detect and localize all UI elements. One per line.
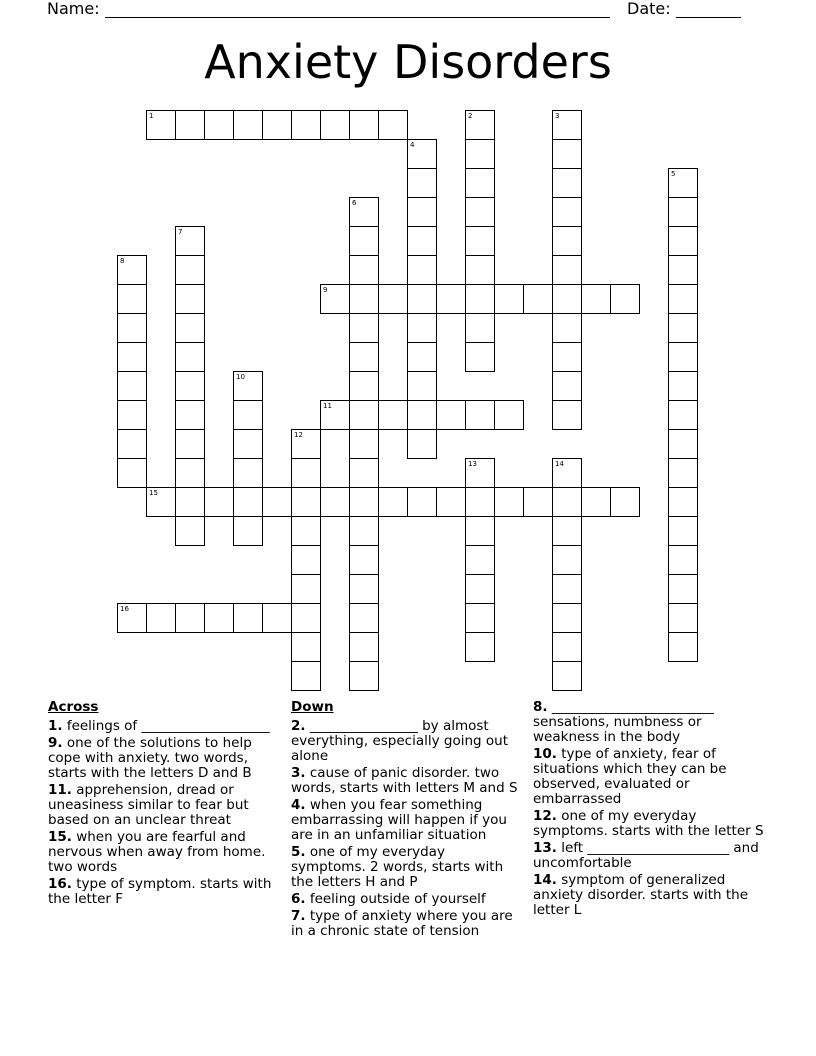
grid-cell[interactable] [349,545,379,575]
grid-cell[interactable] [552,603,582,633]
grid-cell[interactable] [407,168,437,198]
clue-text: ________________________ sensations, numbness or weakness in the body [533,699,714,745]
grid-cell[interactable] [117,400,147,430]
clue-number: 12 [294,431,303,439]
across-heading: Across [48,699,99,715]
grid-cell[interactable] [407,400,437,430]
grid-cell[interactable] [668,429,698,459]
grid-cell[interactable] [146,603,176,633]
grid-cell[interactable] [668,168,698,198]
grid-cell[interactable] [494,400,524,430]
clue-item [291,892,521,907]
clue-number: 15 [149,489,158,497]
clue-num: 12. [533,808,557,824]
grid-cell[interactable] [233,110,263,140]
grid-cell[interactable] [436,400,466,430]
grid-cell[interactable] [349,197,379,227]
grid-cell[interactable] [407,371,437,401]
grid-cell[interactable] [465,458,495,488]
clue-number: 1 [149,112,154,120]
clue-item [533,841,765,871]
page-title: Anxiety Disorders [204,35,612,89]
date-label: Date: [627,0,671,18]
clue-num: 14. [533,872,557,888]
grid-cell[interactable] [175,284,205,314]
grid-cell[interactable] [175,342,205,372]
grid-cell[interactable] [668,545,698,575]
clue-item [533,700,765,745]
grid-cell[interactable] [349,458,379,488]
grid-cell[interactable] [552,284,582,314]
grid-cell[interactable] [552,487,582,517]
grid-cell[interactable] [610,487,640,517]
grid-cell[interactable] [407,429,437,459]
grid-cell[interactable] [407,313,437,343]
clue-num: 3. [291,765,306,781]
grid-cell[interactable] [175,226,205,256]
clue-num: 16. [48,876,72,892]
grid-cell[interactable] [407,139,437,169]
grid-cell[interactable] [465,632,495,662]
clue-item [48,736,278,781]
grid-cell[interactable] [262,110,292,140]
clue-num: 4. [291,797,306,813]
clue-num: 2. [291,718,306,734]
clue-text: ________________ by almost everything, especially going out alone [291,718,508,764]
grid-cell[interactable] [552,110,582,140]
grid-cell[interactable] [349,429,379,459]
grid-cell[interactable] [581,487,611,517]
grid-cell[interactable] [175,603,205,633]
grid-cell[interactable] [668,371,698,401]
grid-cell[interactable] [552,226,582,256]
grid-cell[interactable] [668,603,698,633]
clue-text: one of the solutions to help cope with anxiety. two words, starts with the letters D and B [48,735,252,781]
grid-cell[interactable] [233,487,263,517]
grid-cell[interactable] [436,487,466,517]
grid-cell[interactable] [291,632,321,662]
grid-cell[interactable] [320,284,350,314]
grid-cell[interactable] [175,313,205,343]
clue-number: 7 [178,228,183,236]
grid-cell[interactable] [146,487,176,517]
clue-num: 9. [48,735,63,751]
clue-number: 8 [120,257,125,265]
grid-cell[interactable] [523,284,553,314]
grid-cell[interactable] [233,429,263,459]
grid-cell[interactable] [552,168,582,198]
grid-cell[interactable] [465,400,495,430]
clue-number: 16 [120,605,129,613]
grid-cell[interactable] [552,313,582,343]
grid-cell[interactable] [436,284,466,314]
grid-cell[interactable] [465,545,495,575]
grid-cell[interactable] [465,342,495,372]
grid-cell[interactable] [175,516,205,546]
clue-text: feelings of ___________________ [62,718,270,734]
grid-cell[interactable] [552,371,582,401]
grid-cell[interactable] [291,516,321,546]
clue-num: 11. [48,782,72,798]
grid-cell[interactable] [407,342,437,372]
grid-cell[interactable] [175,429,205,459]
grid-cell[interactable] [117,284,147,314]
clue-num: 7. [291,908,306,924]
grid-cell[interactable] [349,313,379,343]
grid-cell[interactable] [407,197,437,227]
grid-cell[interactable] [349,661,379,691]
grid-cell[interactable] [552,632,582,662]
grid-cell[interactable] [465,603,495,633]
grid-cell[interactable] [465,313,495,343]
grid-cell[interactable] [581,284,611,314]
grid-cell[interactable] [465,110,495,140]
grid-cell[interactable] [291,603,321,633]
clue-number: 2 [468,112,473,120]
clue-text: symptom of generalized anxiety disorder. starts with the letter L [533,872,748,918]
grid-cell[interactable] [349,574,379,604]
clue-num: 8. [533,699,548,715]
grid-cell[interactable] [233,603,263,633]
grid-cell[interactable] [552,661,582,691]
grid-cell[interactable] [117,429,147,459]
grid-cell[interactable] [378,487,408,517]
clue-number: 11 [323,402,332,410]
clue-number: 4 [410,141,415,149]
grid-cell[interactable] [291,429,321,459]
grid-cell[interactable] [117,603,147,633]
down-clues [291,700,521,941]
clue-item [48,719,278,734]
grid-cell[interactable] [204,110,234,140]
clue-item [533,873,765,918]
grid-cell[interactable] [668,458,698,488]
grid-cell[interactable] [349,487,379,517]
clue-item [291,845,521,890]
clue-text: one of my everyday symptoms. starts with the letter S [533,808,764,839]
grid-cell[interactable] [349,342,379,372]
clue-number: 9 [323,286,328,294]
clue-text: cause of panic disorder. two words, starts with letters M and S [291,765,518,796]
grid-cell[interactable] [349,110,379,140]
grid-cell[interactable] [291,661,321,691]
grid-cell[interactable] [204,487,234,517]
clue-number: 14 [555,460,564,468]
clue-text: type of anxiety, fear of situations which they can be observed, evaluated or embarrassed [533,746,727,807]
clue-text: type of symptom. starts with the letter F [48,876,272,907]
grid-cell[interactable] [552,139,582,169]
grid-cell[interactable] [523,487,553,517]
grid-cell[interactable] [349,371,379,401]
grid-cell[interactable] [291,545,321,575]
grid-cell[interactable] [349,226,379,256]
grid-cell[interactable] [291,487,321,517]
clue-item [291,719,521,764]
grid-cell[interactable] [117,342,147,372]
grid-cell[interactable] [668,487,698,517]
grid-cell[interactable] [668,226,698,256]
grid-cell[interactable] [552,255,582,285]
grid-cell[interactable] [668,400,698,430]
grid-cell[interactable] [233,371,263,401]
grid-cell[interactable] [233,458,263,488]
grid-cell[interactable] [552,545,582,575]
clue-text: feeling outside of yourself [305,891,486,907]
clue-num: 15. [48,829,72,845]
clue-item [48,877,278,907]
grid-cell[interactable] [262,603,292,633]
grid-cell[interactable] [552,400,582,430]
grid-cell[interactable] [349,400,379,430]
grid-cell[interactable] [465,284,495,314]
grid-cell[interactable] [465,226,495,256]
clue-num: 1. [48,718,63,734]
grid-cell[interactable] [233,516,263,546]
grid-cell[interactable] [233,400,263,430]
grid-cell[interactable] [175,255,205,285]
across-clues [48,700,278,909]
grid-cell[interactable] [175,458,205,488]
clue-text: one of my everyday symptoms. 2 words, starts with the letters H and P [291,844,504,890]
clue-text: when you fear something embarrassing will happen if you are in an unfamiliar situation [291,797,507,843]
grid-cell[interactable] [552,516,582,546]
clue-number: 3 [555,112,560,120]
clue-number: 13 [468,460,477,468]
grid-cell[interactable] [552,342,582,372]
clue-text: apprehension, dread or uneasiness similar to fear but based on an unclear threat [48,782,249,828]
grid-cell[interactable] [349,632,379,662]
grid-cell[interactable] [494,487,524,517]
clue-item [291,766,521,796]
grid-cell[interactable] [117,255,147,285]
grid-cell[interactable] [349,603,379,633]
grid-cell[interactable] [465,168,495,198]
grid-cell[interactable] [378,284,408,314]
grid-cell[interactable] [465,139,495,169]
clue-item [533,809,765,839]
clue-num: 5. [291,844,306,860]
grid-cell[interactable] [175,110,205,140]
grid-cell[interactable] [320,110,350,140]
grid-cell[interactable] [552,574,582,604]
grid-cell[interactable] [378,110,408,140]
clue-number: 10 [236,373,245,381]
grid-cell[interactable] [465,255,495,285]
clue-item [533,747,765,807]
grid-cell[interactable] [552,197,582,227]
grid-cell[interactable] [668,342,698,372]
grid-cell[interactable] [117,371,147,401]
grid-cell[interactable] [668,516,698,546]
grid-cell[interactable] [349,284,379,314]
clue-text: when you are fearful and nervous when away from home. two words [48,829,266,875]
grid-cell[interactable] [494,284,524,314]
grid-cell[interactable] [175,400,205,430]
clue-item [291,909,521,939]
grid-cell[interactable] [668,284,698,314]
grid-cell[interactable] [407,284,437,314]
grid-cell[interactable] [117,313,147,343]
grid-cell[interactable] [465,516,495,546]
grid-cell[interactable] [668,574,698,604]
down-heading: Down [291,699,334,715]
grid-cell[interactable] [407,226,437,256]
clue-num: 13. [533,840,557,856]
clue-item [48,783,278,828]
grid-cell[interactable] [378,400,408,430]
grid-cell[interactable] [407,487,437,517]
grid-cell[interactable] [175,371,205,401]
grid-cell[interactable] [349,516,379,546]
grid-cell[interactable] [117,458,147,488]
grid-cell[interactable] [668,313,698,343]
grid-cell[interactable] [291,110,321,140]
clue-num: 10. [533,746,557,762]
grid-cell[interactable] [146,110,176,140]
grid-cell[interactable] [262,487,292,517]
grid-cell[interactable] [407,255,437,285]
grid-cell[interactable] [668,197,698,227]
grid-cell[interactable] [465,574,495,604]
grid-cell[interactable] [668,255,698,285]
grid-cell[interactable] [291,574,321,604]
clue-number: 5 [671,170,676,178]
grid-cell[interactable] [465,197,495,227]
grid-cell[interactable] [291,458,321,488]
clue-number: 6 [352,199,357,207]
grid-cell[interactable] [552,458,582,488]
down-clues-continued [533,700,765,920]
clue-text: type of anxiety where you are in a chronic state of tension [291,908,513,939]
grid-cell[interactable] [320,487,350,517]
grid-cell[interactable] [349,255,379,285]
clue-item [48,830,278,875]
grid-cell[interactable] [175,487,205,517]
grid-cell[interactable] [668,632,698,662]
clue-text: left _____________________ and uncomfortable [533,840,759,871]
clue-num: 6. [291,891,306,907]
grid-cell[interactable] [320,400,350,430]
clue-item [291,798,521,843]
name-label: Name: [47,0,100,18]
grid-cell[interactable] [465,487,495,517]
grid-cell[interactable] [610,284,640,314]
grid-cell[interactable] [204,603,234,633]
